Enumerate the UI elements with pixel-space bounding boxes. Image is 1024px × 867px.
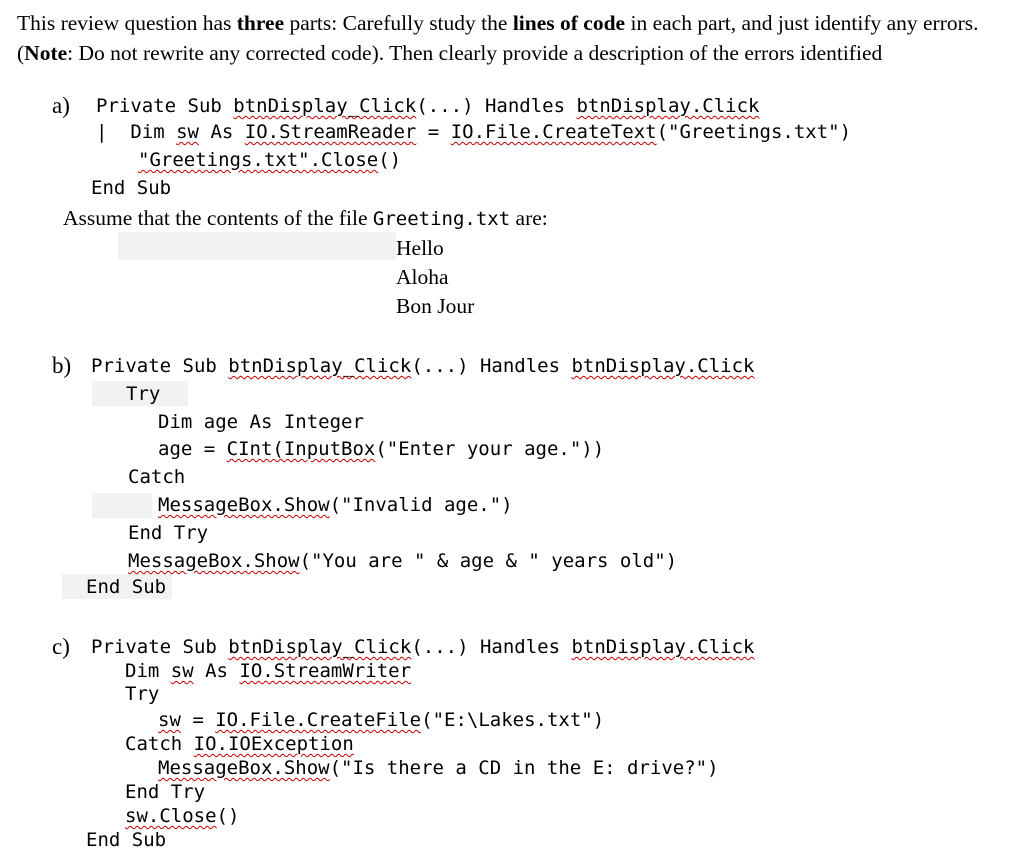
- code-text: =: [416, 121, 451, 143]
- code-identifier: btnDisplay_Click: [228, 355, 412, 377]
- code-identifier: sw: [158, 709, 181, 731]
- code-text: ("E:\Lakes.txt"): [421, 709, 605, 731]
- code-identifier: btnDisplay.Click: [571, 355, 755, 377]
- intro-text: This review question has: [17, 11, 237, 35]
- part-b-line-9: End Sub: [86, 576, 167, 598]
- code-text: (...) Handles: [416, 95, 577, 117]
- part-a-line-4: End Sub: [91, 177, 172, 199]
- file-content-line-2: Aloha: [396, 265, 449, 289]
- intro-bold-lines-of-code: lines of code: [512, 11, 626, 35]
- code-text: =: [180, 709, 216, 731]
- part-c-marker: c): [52, 634, 70, 659]
- code-text: (...) Handles: [411, 636, 572, 658]
- code-text: Dim: [125, 660, 171, 682]
- part-b-line-6: [158, 493, 513, 517]
- code-identifier: IO.StreamReader: [244, 121, 417, 143]
- part-a-assume-text: [63, 204, 548, 233]
- part-c-line-6: [158, 756, 719, 780]
- code-identifier: btnDisplay.Click: [571, 636, 755, 658]
- file-name: Greeting.txt: [372, 208, 511, 230]
- intro-text: parts: Carefully study the: [284, 11, 513, 35]
- code-identifier: MessageBox.Show: [128, 550, 300, 572]
- intro-text: in each part, and just identify any errors. (: [17, 11, 979, 65]
- part-a-line-1: [96, 94, 760, 118]
- file-content-line-3: Bon Jour: [396, 294, 475, 318]
- intro-bold-note: Note: [24, 41, 68, 65]
- code-text: ("Enter your age.")): [375, 438, 605, 460]
- code-text: ("You are " & age & " years old"): [299, 550, 678, 572]
- code-text: Private Sub: [91, 636, 229, 658]
- text-cursor: |: [96, 121, 108, 143]
- code-identifier: MessageBox.Show: [158, 494, 330, 516]
- instructions-paragraph: [17, 8, 1007, 68]
- part-c-line-7: End Try: [125, 781, 206, 803]
- part-b-line-5: Catch: [128, 466, 186, 488]
- code-text: As: [199, 121, 245, 143]
- code-text: ("Invalid age."): [329, 494, 513, 516]
- code-identifier: sw: [176, 121, 199, 143]
- code-identifier: IO.IOException: [193, 733, 354, 755]
- code-identifier: IO.File.CreateText: [450, 121, 657, 143]
- code-text: Private Sub: [91, 355, 229, 377]
- code-text: Catch: [125, 733, 194, 755]
- code-text: Private Sub: [96, 95, 234, 117]
- code-text: Dim: [130, 121, 177, 143]
- part-a-marker: a): [52, 93, 70, 118]
- code-identifier: IO.File.CreateFile: [215, 709, 422, 731]
- code-text: ("Is there a CD in the E: drive?"): [329, 757, 719, 779]
- part-c-line-5: [125, 732, 354, 756]
- part-c-line-8: [125, 804, 239, 828]
- shaded-block: [118, 232, 396, 260]
- shaded-block: [92, 493, 152, 518]
- file-content-line-1: Hello: [396, 236, 444, 260]
- part-c-line-2: [125, 659, 411, 683]
- code-identifier: MessageBox.Show: [158, 757, 330, 779]
- code-text: (): [378, 149, 402, 171]
- part-c-line-1: [91, 635, 755, 659]
- part-b-line-8: [128, 549, 677, 573]
- code-identifier: sw: [170, 660, 194, 682]
- part-c-line-4: [158, 708, 604, 732]
- part-b-line-1: [91, 354, 755, 378]
- part-a-line-3: [138, 148, 401, 172]
- assume-text: are:: [510, 206, 548, 230]
- code-identifier: btnDisplay_Click: [228, 636, 412, 658]
- part-b-line-2: Try: [126, 383, 161, 405]
- code-text: (...) Handles: [411, 355, 572, 377]
- code-text: age =: [158, 438, 227, 460]
- part-b-line-3: Dim age As Integer: [158, 411, 364, 433]
- part-b-marker: b): [52, 353, 72, 378]
- code-text: As: [193, 660, 240, 682]
- part-a-line-2: [96, 120, 851, 144]
- code-text: ("Greetings.txt"): [656, 121, 852, 143]
- intro-bold-three: three: [236, 11, 285, 35]
- part-b-line-7: End Try: [128, 522, 209, 544]
- code-identifier: CInt(InputBox: [226, 438, 376, 460]
- code-identifier: btnDisplay.Click: [576, 95, 760, 117]
- code-text: (): [216, 805, 240, 827]
- code-identifier: sw.Close: [125, 805, 217, 827]
- code-identifier: IO.StreamWriter: [239, 660, 412, 682]
- code-identifier: btnDisplay_Click: [233, 95, 417, 117]
- part-b-line-4: [158, 437, 604, 461]
- code-identifier: "Greetings.txt".Close: [138, 149, 379, 171]
- part-c-line-9: End Sub: [86, 829, 167, 851]
- assume-text: Assume that the contents of the file: [63, 206, 373, 230]
- intro-text: : Do not rewrite any corrected code). Then clearly provide a description of the errors identified: [67, 41, 883, 65]
- part-c-line-3: Try: [125, 683, 160, 705]
